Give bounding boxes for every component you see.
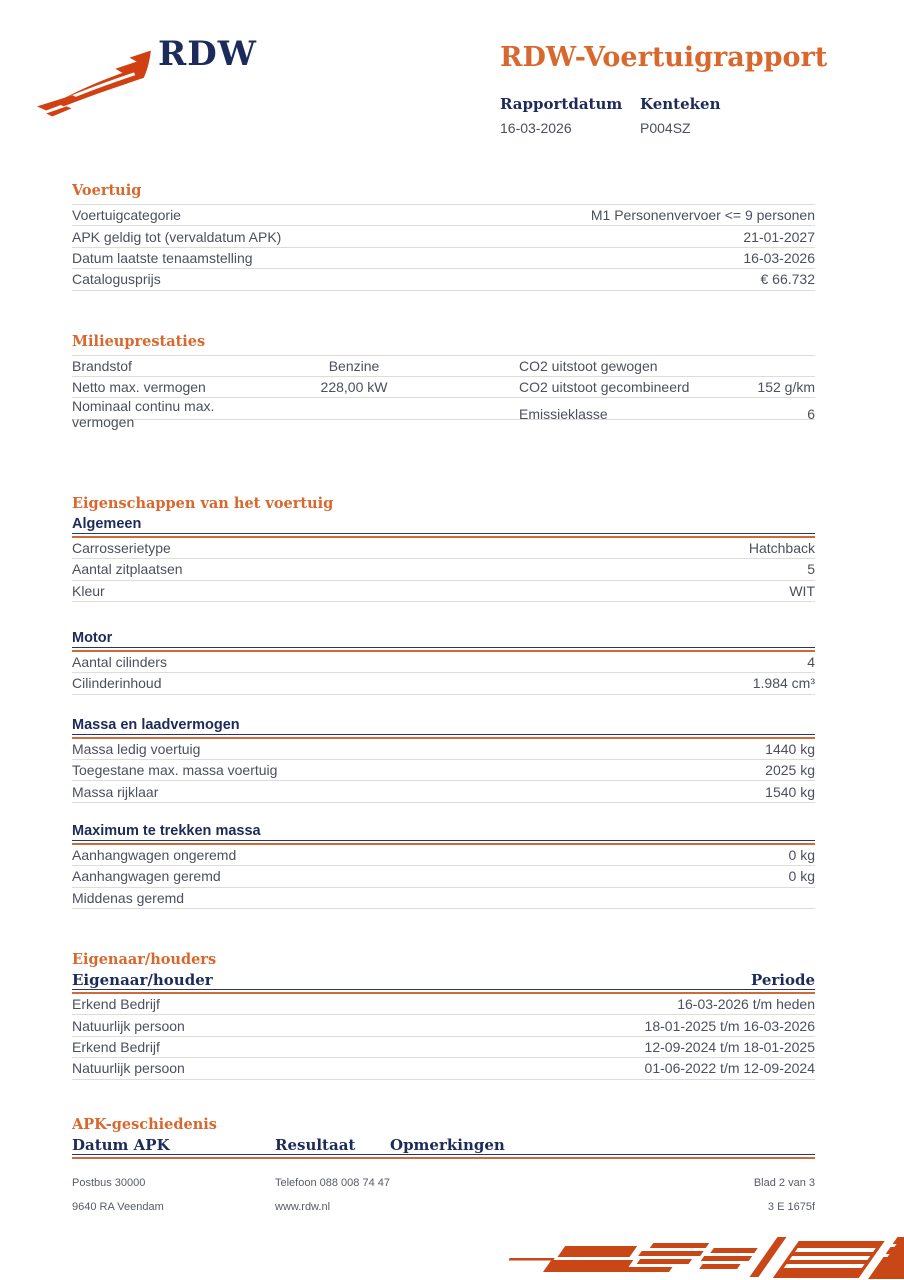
- row-value: 2025 kg: [765, 762, 815, 779]
- row-value: 0 kg: [788, 868, 815, 885]
- row-value: 152 g/km: [757, 379, 815, 396]
- row-value: € 66.732: [760, 271, 815, 288]
- row-label: Massa ledig voertuig: [72, 740, 201, 757]
- row-label: Brandstof: [72, 357, 132, 374]
- table-row: [72, 205, 815, 226]
- row-value: Hatchback: [748, 539, 815, 556]
- subsection-title: Maximum te trekken massa: [72, 822, 261, 839]
- subsection-algemeen: [72, 516, 815, 602]
- table-row: [72, 398, 815, 431]
- footer-phone: Telefoon 088 008 74 47: [275, 1176, 390, 1189]
- table-row: [72, 538, 815, 559]
- table-row: [72, 673, 815, 694]
- kenteken-label: Kenteken: [640, 95, 721, 113]
- row-label: Voertuigcategorie: [72, 207, 181, 224]
- table-row: [72, 248, 815, 269]
- period-value: 18-01-2025 t/m 16-03-2026: [644, 1017, 815, 1034]
- subsection-motor: [72, 630, 815, 695]
- table-row: [72, 652, 815, 673]
- row-label: Emissieklasse: [519, 406, 608, 423]
- row-label: Massa rijklaar: [72, 783, 159, 800]
- column-header-datum: Datum APK: [72, 1135, 170, 1154]
- row-label: Aantal cilinders: [72, 654, 167, 671]
- table-row: [72, 866, 815, 887]
- rdw-feather-icon: [36, 48, 158, 118]
- footer-website: www.rdw.nl: [275, 1200, 331, 1213]
- table-row: [72, 356, 815, 377]
- row-label: Carrosserietype: [72, 539, 171, 556]
- rapportdatum-value: 16-03-2026: [500, 120, 572, 136]
- table-row: [72, 581, 815, 602]
- page-footer: [72, 1177, 815, 1213]
- section-title: Milieuprestaties: [72, 332, 206, 350]
- section-title: Eigenschappen van het voertuig: [72, 494, 334, 512]
- row-value: Benzine: [328, 357, 380, 374]
- column-header-resultaat: Resultaat: [275, 1135, 356, 1154]
- column-header-owner: Eigenaar/houder: [72, 971, 213, 990]
- owner-value: Erkend Bedrijf: [72, 996, 160, 1013]
- table-row: [72, 1037, 815, 1058]
- logo-text: RDW: [158, 34, 257, 74]
- row-label: Middenas geremd: [72, 889, 185, 906]
- table-row: [72, 994, 815, 1015]
- subsection-massa: [72, 717, 815, 803]
- speed-lines-graphic: [509, 1232, 904, 1280]
- subsection-title: Motor: [72, 629, 113, 646]
- row-value: M1 Personenvervoer <= 9 personen: [590, 207, 815, 224]
- subsection-title: Massa en laadvermogen: [72, 716, 240, 733]
- subsection-trekken: [72, 823, 815, 909]
- row-label: Aantal zitplaatsen: [72, 561, 183, 578]
- table-row: [72, 1015, 815, 1036]
- row-label: Datum laatste tenaamstelling: [72, 249, 253, 266]
- row-label: Aanhangwagen ongeremd: [72, 847, 237, 864]
- table-row: [72, 739, 815, 760]
- column-header-opmerkingen: Opmerkingen: [390, 1135, 505, 1154]
- table-row: [72, 1058, 815, 1079]
- table-row: [72, 559, 815, 580]
- row-label: Netto max. vermogen: [72, 379, 206, 396]
- row-value: 1440 kg: [765, 740, 815, 757]
- row-label: Toegestane max. massa voertuig: [72, 762, 278, 779]
- period-value: 12-09-2024 t/m 18-01-2025: [644, 1039, 815, 1055]
- section-title: Eigenaar/houders: [72, 951, 217, 969]
- table-row: [72, 377, 815, 398]
- period-value: 01-06-2022 t/m 12-09-2024: [644, 1060, 815, 1077]
- section-title: Voertuig: [72, 182, 142, 199]
- footer-address-line1: Postbus 30000: [72, 1176, 146, 1189]
- table-row: [72, 760, 815, 781]
- section-eigenschappen: [72, 495, 815, 909]
- row-value: 21-01-2027: [743, 228, 815, 245]
- row-label: CO2 uitstoot gewogen: [519, 357, 658, 374]
- row-value: 0 kg: [788, 847, 815, 864]
- footer-form-code: 3 E 1675f: [767, 1200, 815, 1213]
- row-label: Cilinderinhoud: [72, 675, 162, 692]
- row-value: 228,00 kW: [320, 379, 388, 396]
- section-title: APK-geschiedenis: [72, 1115, 217, 1133]
- row-label: Aanhangwagen geremd: [72, 868, 221, 885]
- table-row: [72, 269, 815, 290]
- owner-value: Natuurlijk persoon: [72, 1017, 185, 1034]
- page-title: RDW-Voertuigrapport: [500, 42, 828, 73]
- report-meta: [500, 95, 720, 136]
- row-label: Catalogusprijs: [72, 271, 161, 288]
- row-label: Kleur: [72, 582, 105, 599]
- period-value: 16-03-2026 t/m heden: [677, 996, 815, 1013]
- section-voertuig: [72, 182, 815, 291]
- row-label: Nominaal continu max. vermogen: [72, 398, 215, 431]
- row-value: 16-03-2026: [743, 249, 815, 266]
- subsection-title: Algemeen: [72, 515, 142, 532]
- rapportdatum-label: Rapportdatum: [500, 95, 623, 113]
- row-value: 4: [807, 654, 815, 671]
- row-value: 6: [807, 406, 815, 423]
- table-row: [72, 781, 815, 802]
- kenteken-value: P004SZ: [640, 120, 691, 136]
- table-row: [72, 845, 815, 866]
- row-value: 5: [807, 561, 815, 578]
- row-value: 1540 kg: [765, 783, 815, 800]
- row-value: 1.984 cm³: [752, 675, 815, 692]
- row-value: WIT: [789, 582, 815, 599]
- apk-table-header: [72, 1137, 815, 1154]
- owners-table-header: [72, 972, 815, 989]
- column-header-period: Periode: [750, 971, 815, 990]
- report-header: [0, 0, 904, 180]
- table-row: [72, 888, 815, 909]
- footer-page-indicator: Blad 2 van 3: [753, 1176, 815, 1189]
- section-eigenaren: [72, 951, 815, 1080]
- owner-value: Erkend Bedrijf: [72, 1039, 160, 1055]
- footer-address-line2: 9640 RA Veendam: [72, 1200, 164, 1213]
- section-apk: [72, 1116, 815, 1159]
- row-label: APK geldig tot (vervaldatum APK): [72, 228, 282, 245]
- table-row: [72, 226, 815, 247]
- owner-value: Natuurlijk persoon: [72, 1060, 185, 1077]
- section-divider: [72, 1154, 815, 1159]
- section-milieuprestaties: [72, 332, 815, 431]
- row-label: CO2 uitstoot gecombineerd: [519, 379, 690, 396]
